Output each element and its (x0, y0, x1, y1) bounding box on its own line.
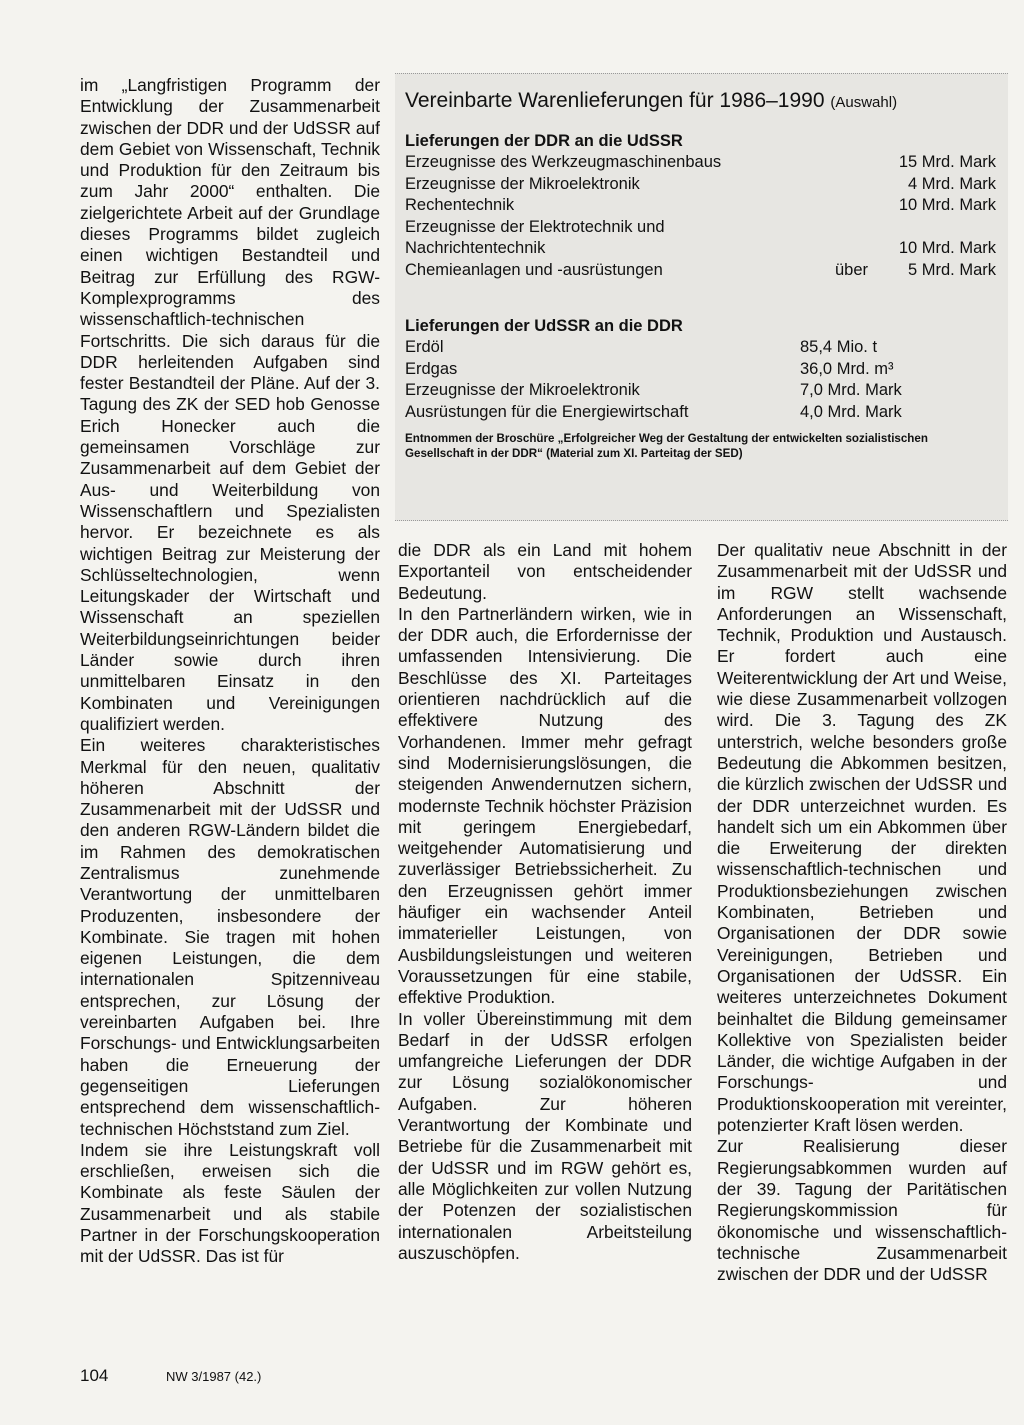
text-column-2 (398, 540, 692, 1264)
row-prefix (828, 152, 876, 174)
table-row (405, 260, 996, 282)
paragraph: Indem sie ihre Leistungskraft voll erschließen, erweisen sich die Kombinate als feste Säulen der Zusammenarbeit und als stabile Partner in der Forschungskooperation mit der UdSSR. Das ist für (80, 1139, 380, 1267)
table-row (405, 402, 996, 424)
row-label: Ausrüstungen für die Energiewirtschaft (405, 402, 689, 421)
table-row (405, 238, 996, 260)
paragraph: In den Partnerländern wirken, wie in der DDR auch, die Erfordernisse der umfassenden Intensivierung. Die Beschlüsse des XI. Parteitages orientieren nachdrücklich auf die effektivere Nutzung des Vorhandenen. Immer mehr gefragt sind Modernisierungslösungen, die steigenden Anwendernutzen sichern, modernste Technik höchster Präzision mit geringem Energiebedarf, weitgehender Automatisierung und zuverlässiger Betriebssicherheit. Zu den Erzeugnissen gehört immer häufiger ein wachsender Anteil immaterieller Leistungen, von Ausbildungsleistungen und weiteren Voraussetzungen für eine stabile, effektive Produktion. (398, 603, 692, 1008)
text-column-3 (717, 540, 1007, 1285)
row-value: 10 Mrd. Mark (898, 196, 996, 214)
paragraph: Der qualitativ neue Abschnitt in der Zusammenarbeit mit der UdSSR und im RGW stellt wachsende Anforderungen an Wissenschaft, Technik, Produktion und Austausch. Er fordert auch eine Weiterentwicklung der Art und Weise, wie diese Zusammenarbeit vollzogen wird. Die 3. Tagung des ZK unterstrich, welche besonders große Bedeutung die Abkommen besitzen, die kürzlich zwischen der UdSSR und der DDR unterzeichnet wurden. Es handelt sich um ein Abkommen über die Erweiterung der direkten wissenschaftlich-technischen und Produktionsbeziehungen zwischen Kombinaten, Betrieben und Organisationen der DDR sowie Vereinigungen, Betrieben und Organisationen der UdSSR. Ein weiteres unterzeichnetes Dokument beinhaltet die Bildung gemeinsamer Kollektive von Spezialisten beider Länder, die wichtige Aufgaben in der Forschungs- und Produktionskooperation mit vereinter, potenzierter Kraft lösen werden. (717, 540, 1007, 1136)
row-value: 5 Mrd. Mark (907, 260, 996, 279)
row-label: Nachrichtentechnik (405, 239, 546, 257)
row-value: 7,0 Mrd. Mark (800, 381, 902, 399)
paragraph: In voller Übereinstimmung mit dem Bedarf in der UdSSR erfolgen umfangreiche Lieferungen der DDR zur Lösung sozialökonomischer Aufgaben. Zur höheren Verantwortung der Kombinate und Betriebe für die Zusammenarbeit mit der UdSSR und im RGW gehört es, alle Möglichkeiten zur vollen Nutzung der Potenzen der sozialistischen internationalen Arbeitsteilung auszuschöpfen. (398, 1008, 692, 1263)
row-value: 4,0 Mrd. Mark (800, 402, 902, 421)
table-row (405, 359, 996, 381)
box-title-suffix: (Auswahl) (830, 94, 898, 111)
row-prefix (828, 174, 876, 196)
page-number: 104 (80, 1366, 109, 1385)
table-row (405, 337, 996, 359)
row-prefix (828, 195, 876, 217)
paragraph: im „Langfristigen Programm der Entwicklung der Zusammenarbeit zwischen der DDR und der UdSSR auf dem Gebiet von Wissenschaft, Technik und Produktion für den Zeitraum bis zum Jahr 2000“ enthalten. Die zielgerichtete Arbeit auf der Grundlage dieses Programms bildet zugleich einen wichtigen Bestandteil und Beitrag zur Erfüllung des RGW-Komplexprogramms des wissenschaftlich-technischen Fortschritts. Die sich daraus für die DDR herleitenden Aufgaben sind fester Bestandteil der Pläne. Auf der 3. Tagung des ZK der SED hob Genosse Erich Honecker auch die gemeinsamen Vorschläge zur Zusammenarbeit auf dem Gebiet der Aus- und Weiterbildung von Wissenschaftlern und Spezialisten hervor. Er bezeichnete es als wichtigen Beitrag zur Meisterung der Schlüsseltechnologien, wenn Leitungskader der Wirtschaft und Wissenschaft an speziellen Weiterbildungseinrichtungen beider Länder sowie durch ihren unmittelbaren Einsatz in den Kombinaten und Vereinigungen qualifiziert werden. (80, 75, 380, 734)
box-title (405, 88, 996, 116)
row-value: 10 Mrd. Mark (898, 239, 996, 257)
row-label: Erzeugnisse der Elektrotechnik und (405, 217, 665, 236)
row-prefix: über (834, 260, 868, 279)
row-label: Erzeugnisse des Werkzeugmaschinenbaus (405, 153, 722, 171)
row-value: 85,4 Mio. t (800, 338, 878, 356)
text-column-1 (80, 75, 380, 1268)
row-label: Erzeugnisse der Mikroelektronik (405, 381, 640, 399)
row-label: Erdgas (405, 359, 458, 378)
row-label: Erdöl (405, 338, 444, 356)
paragraph: Ein weiteres charakteristisches Merkmal für den neuen, qualitativ höheren Abschnitt der Zusammenarbeit mit der UdSSR und den anderen RGW-Ländern bildet die im Rahmen des demokratischen Zentralismus zunehmende Verantwortung der unmittelbaren Produzenten, insbesondere der Kombinate. Sie tragen mit hohen eigenen Leistungen, die dem internationalen Spitzenniveau entsprechen, zur Lösung der vereinbarten Aufgaben bei. Ihre Forschungs- und Entwicklungsarbeiten haben die Erneuerung der gegenseitigen Lieferungen entsprechend dem wissenschaftlich-technischen Höchststand zum Ziel. (80, 735, 380, 1139)
paragraph: die DDR als ein Land mit hohem Exportanteil von entscheidender Bedeutung. (398, 540, 692, 603)
paragraph: Zur Realisierung dieser Regierungsabkommen wurden auf der 39. Tagung der Paritätischen Regierungskommission für ökonomische und wissenschaftlich-technische Zusammenarbeit zwischen der DDR und der UdSSR (717, 1136, 1007, 1285)
box-source-note: Entnommen der Broschüre „Erfolgreicher Weg der Gestaltung der entwickelten sozialistischen Gesellschaft in der DDR“ (Material zum XI. Parteitag der SED) (405, 432, 928, 460)
row-value: 4 Mrd. Mark (907, 174, 996, 193)
section-heading-ddr-to-udssr: Lieferungen der DDR an die UdSSR (405, 132, 683, 150)
table-row (405, 380, 996, 402)
section-ddr-to-udssr (405, 152, 996, 281)
row-prefix (828, 217, 876, 239)
box-title-text: Vereinbarte Warenlieferungen für 1986–1990 (405, 89, 825, 112)
table-row (405, 174, 996, 196)
row-value (876, 217, 996, 239)
row-label: Erzeugnisse der Mikroelektronik (405, 174, 640, 193)
table-row (405, 152, 996, 174)
goods-deliveries-box (395, 73, 1008, 521)
table-row (405, 217, 996, 239)
section-heading-udssr-to-ddr: Lieferungen der UdSSR an die DDR (405, 317, 683, 335)
table-row (405, 195, 996, 217)
row-value: 15 Mrd. Mark (898, 153, 996, 171)
row-value: 36,0 Mrd. m³ (800, 359, 894, 378)
row-prefix (828, 238, 876, 260)
row-label: Rechentechnik (405, 196, 515, 214)
row-label: Chemieanlagen und -ausrüstungen (405, 260, 663, 279)
section-udssr-to-ddr (405, 337, 996, 423)
issue-label: NW 3/1987 (42.) (166, 1369, 262, 1384)
